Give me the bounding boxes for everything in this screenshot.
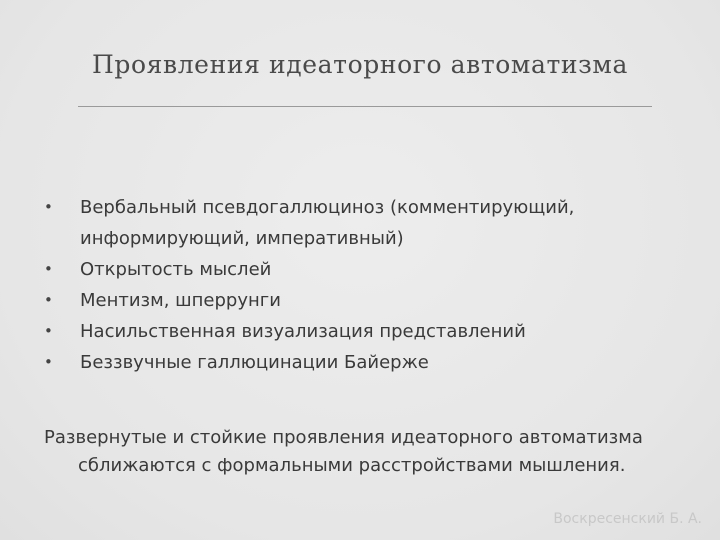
bullet-text: Ментизм, шперрунги bbox=[80, 290, 281, 311]
bullet-icon: • bbox=[44, 198, 53, 216]
bullet-icon: • bbox=[44, 260, 53, 278]
bullet-text: Вербальный псевдогаллюциноз (комментирующий, информирующий, императивный) bbox=[80, 197, 575, 249]
bullet-item bbox=[42, 285, 682, 316]
bullet-icon: • bbox=[44, 322, 53, 340]
title-divider bbox=[78, 106, 652, 107]
bullet-text: Насильственная визуализация представлений bbox=[80, 321, 526, 342]
bullet-item bbox=[42, 254, 682, 285]
bullet-icon: • bbox=[44, 353, 53, 371]
bullet-item bbox=[42, 347, 682, 378]
summary-text: Развернутые и стойкие проявления идеаторного автоматизма сближаются с формальными расстройствами мышления. bbox=[44, 427, 643, 476]
slide-title: Проявления идеаторного автоматизма bbox=[92, 50, 628, 79]
author-credit: Воскресенский Б. А. bbox=[553, 511, 702, 527]
bullet-text: Открытость мыслей bbox=[80, 259, 272, 280]
bullet-item bbox=[42, 192, 682, 254]
bullet-list bbox=[42, 192, 682, 378]
bullet-icon: • bbox=[44, 291, 53, 309]
bullet-text: Беззвучные галлюцинации Байерже bbox=[80, 352, 429, 373]
bullet-item bbox=[42, 316, 682, 347]
